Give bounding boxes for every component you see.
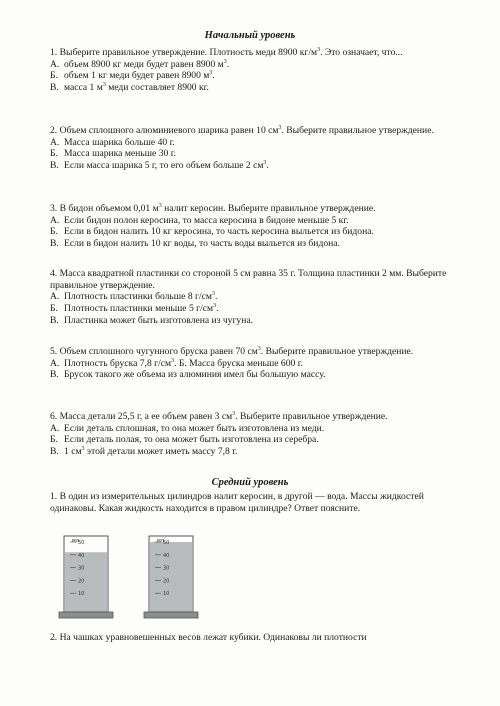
question-stem: 2. На чашках уравновешенных весов лежат кубики. Одинаковы ли плотности <box>50 632 367 643</box>
tick-label: 30 <box>78 565 85 572</box>
tick-label: 20 <box>163 578 170 585</box>
option-c: В. Если в бидон налить 10 кг воды, то часть воды выльется из бидона. <box>50 238 340 250</box>
option-b: Б. Если деталь полая, то она может быть изготовлена из серебра. <box>50 434 319 446</box>
option-a: А. объем 8900 кг меди будет равен 8900 $м^3$. <box>50 58 230 70</box>
tick-label: 10 <box>163 591 170 598</box>
cylinder-base <box>144 612 198 618</box>
option-c: В. 1 $см^3$ этой детали может иметь массу 7,8 г. <box>50 446 238 458</box>
level2-question-2 <box>50 632 470 644</box>
question-6 <box>50 411 470 458</box>
option-a: А. Если бидон полон керосина, то масса керосина в бидоне меньше 5 кг. <box>50 214 349 226</box>
cylinder-drawing <box>143 528 215 623</box>
tick-label: 50 <box>78 540 85 546</box>
question-3 <box>50 203 470 250</box>
tick-label: 30 <box>163 565 170 572</box>
option-b: Б. объем 1 кг меди будет равен 8900 $м^3$. <box>50 70 215 82</box>
option-c: В. Брусок такого же объема из алюминия имел бы большую массу. <box>50 369 326 381</box>
tick-label: 40 <box>78 552 85 559</box>
liquid <box>65 552 107 612</box>
question-1 <box>50 47 470 94</box>
option-a: А. Плотность бруска 7,8 $г/см^3$. Б. Масса бруска меньше 600 г. <box>50 357 303 369</box>
tick-label: 40 <box>163 552 170 559</box>
question-stem: 5. Объем сплошного чугунного бруска равен 70 $см^3$. Выберите правильное утверждение. <box>50 346 414 357</box>
unit-label: мл <box>157 538 164 544</box>
option-b: Б. Масса шарика меньше 30 г. <box>50 148 176 160</box>
question-stem: 6. Масса детали 25,5 г, а ее объем равен 3 $см^3$. Выберите правильное утверждение. <box>50 411 388 422</box>
question-stem: 1. Выберите правильное утверждение. Плотность меди 8900 $кг/м^3$. Это означает, что... <box>50 47 403 58</box>
level2-question-1 <box>50 491 470 514</box>
question-stem: 3. В бидон объемом 0,01 $м^3$ налит керосин. Выберите правильное утверждение. <box>50 203 376 214</box>
option-a: А. Масса шарика больше 40 г. <box>50 136 175 148</box>
option-a: А. Если деталь сплошная, то она может быть изготовлена из меди. <box>50 422 325 434</box>
measuring-cylinder-left <box>58 528 130 623</box>
option-c: В. Пластинка может быть изготовлена из чугуна. <box>50 314 253 326</box>
option-b: Б. Плотность пластинки меньше 5 $г/см^3$. <box>50 303 219 315</box>
unit-label: мл <box>72 538 79 544</box>
tick-label: 50 <box>163 540 170 546</box>
cylinder-drawing <box>58 528 130 623</box>
question-stem: 4. Масса квадратной пластинки со стороной 5 см равна 35 г. Толщина пластинки 2 мм. Выберите правильное утверждение. <box>50 268 447 291</box>
tick-label: 10 <box>78 591 85 598</box>
option-b: Б. Если в бидон налить 10 кг керосина, то часть керосина выльется из бидона. <box>50 226 374 238</box>
question-stem: 2. Объем сплошного алюминиевого шарика равен 10 $см^3$. Выберите правильное утверждение. <box>50 125 434 136</box>
option-c: В. Если масса шарика 5 г, то его объем больше 2 $см^3$. <box>50 160 269 172</box>
question-4 <box>50 268 470 327</box>
level2-heading: Средний уровень <box>211 477 289 488</box>
cylinder-base <box>59 612 113 618</box>
question-2 <box>50 125 470 172</box>
level1-heading: Начальный уровень <box>204 30 296 41</box>
option-a: А. Плотность пластинки больше 8 $г/см^3$. <box>50 291 218 303</box>
question-stem: 1. В один из измерительных цилиндров налит керосин, в другой — вода. Массы жидкостей одинаковы. Какая жидкость находится в правом цилиндре? Ответ поясните. <box>50 491 424 514</box>
liquid <box>150 542 192 612</box>
question-5 <box>50 346 470 381</box>
measuring-cylinder-right <box>143 528 215 623</box>
tick-label: 20 <box>78 578 85 585</box>
option-c: В. масса 1 $м^3$ меди составляет 8900 кг. <box>50 82 209 94</box>
